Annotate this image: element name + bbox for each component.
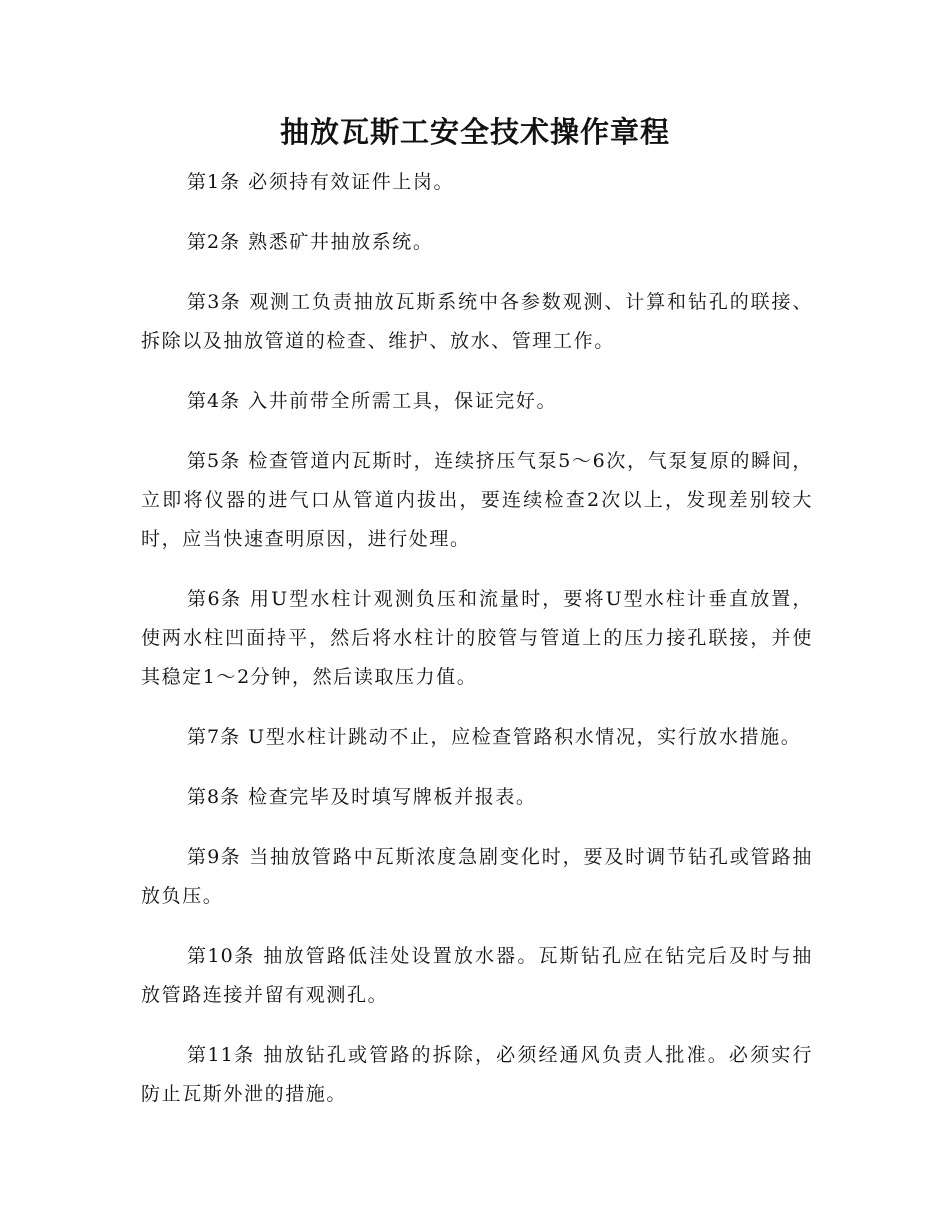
article-label: 第6条 (187, 588, 242, 610)
article-7 (141, 718, 813, 757)
article-text: 入井前带全所需工具，保证完好。 (248, 390, 558, 412)
article-text: 检查完毕及时填写牌板并报表。 (248, 786, 537, 808)
article-1 (141, 163, 813, 202)
article-label: 第2条 (187, 231, 241, 253)
article-11 (141, 1036, 813, 1114)
article-4 (141, 382, 813, 421)
article-text: 抽放钻孔或管路的拆除，必须经通风负责人批准。必须实行防止瓦斯外泄的措施。 (141, 1044, 813, 1105)
article-label: 第8条 (187, 786, 241, 808)
article-text: 检查管道内瓦斯时，连续挤压气泵5～6次，气泵复原的瞬间，立即将仪器的进气口从管道内拔出，要连续检查2次以上，发现差别较大时，应当快速查明原因，进行处理。 (141, 450, 813, 550)
article-9 (141, 838, 813, 916)
article-label: 第10条 (187, 945, 255, 967)
article-text: 抽放管路低洼处设置放水器。瓦斯钻孔应在钻完后及时与抽放管路连接并留有观测孔。 (141, 945, 813, 1006)
article-label: 第4条 (187, 390, 241, 412)
article-6 (141, 580, 813, 697)
article-5 (141, 442, 813, 559)
article-text: 必须持有效证件上岗。 (248, 171, 455, 193)
article-label: 第5条 (187, 450, 241, 472)
article-3 (141, 283, 813, 361)
article-label: 第9条 (187, 846, 241, 868)
article-2 (141, 223, 813, 262)
article-list (141, 163, 813, 1135)
document-title: 抽放瓦斯工安全技术操作章程 (279, 115, 670, 149)
article-label: 第1条 (187, 171, 241, 193)
article-text: 当抽放管路中瓦斯浓度急剧变化时，要及时调节钻孔或管路抽放负压。 (141, 846, 814, 907)
article-10 (141, 937, 813, 1015)
article-text: 熟悉矿井抽放系统。 (248, 231, 434, 253)
article-label: 第3条 (187, 291, 241, 313)
article-label: 第7条 (187, 726, 241, 748)
article-text: U型水柱计跳动不止，应检查管路积水情况，实行放水措施。 (248, 726, 802, 748)
article-8 (141, 778, 813, 817)
article-label: 第11条 (187, 1044, 255, 1066)
article-text: 观测工负责抽放瓦斯系统中各参数观测、计算和钻孔的联接、拆除以及抽放管道的检查、维护、放水、管理工作。 (141, 291, 814, 352)
article-text: 用U型水柱计观测负压和流量时，要将U型水柱计垂直放置，使两水柱凹面持平，然后将水柱计的胶管与管道上的压力接孔联接，并使其稳定1～2分钟，然后读取压力值。 (141, 588, 813, 688)
